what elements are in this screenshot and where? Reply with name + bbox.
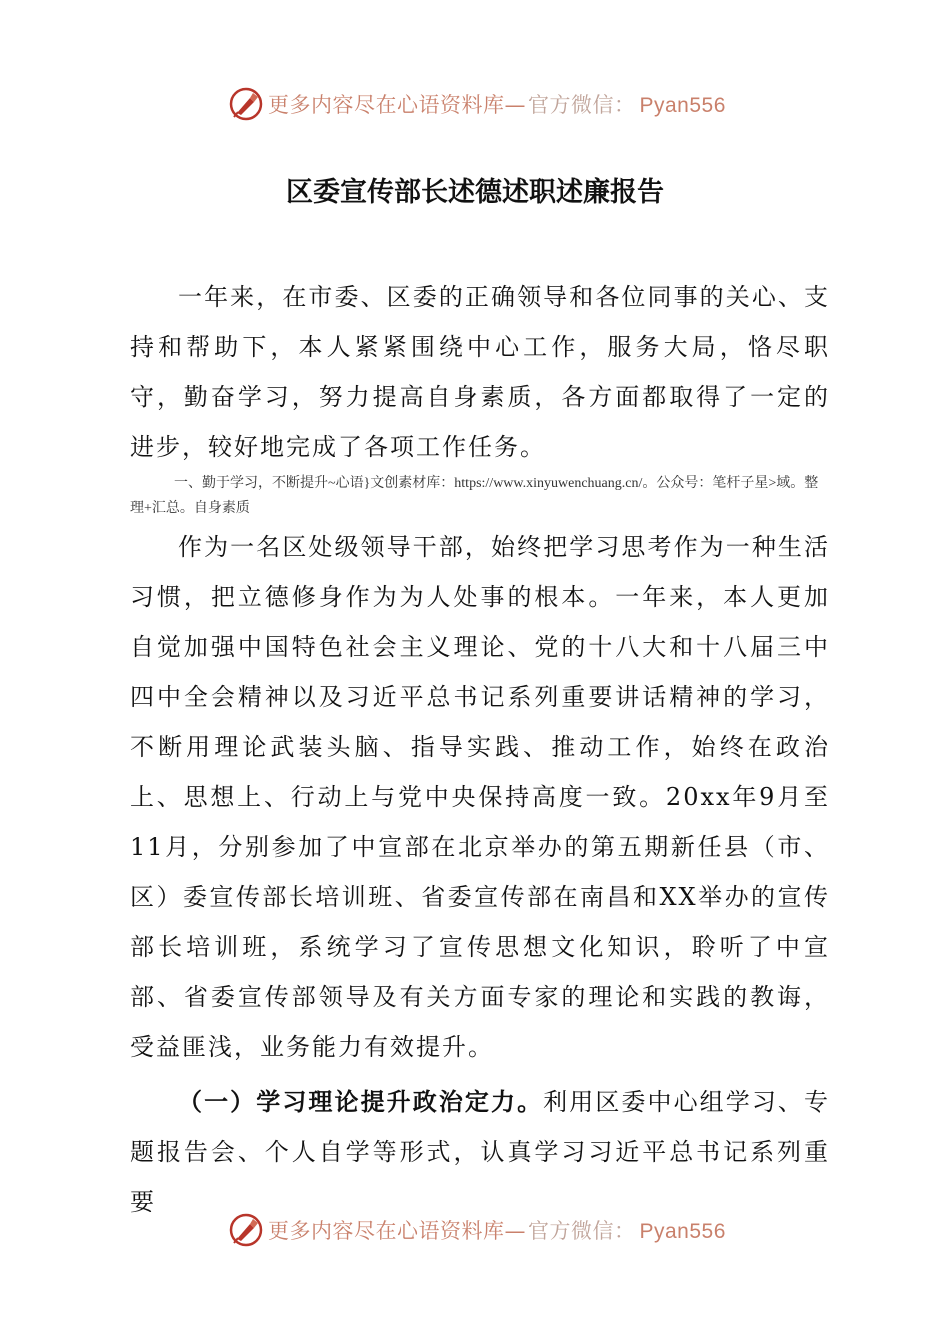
watermark-site: 更多内容尽在心语资料库—: [268, 1219, 526, 1243]
watermark-text: [268, 1215, 726, 1245]
header-watermark: [228, 82, 748, 126]
intro-paragraph: 一年来，在市委、区委的正确领导和各位同事的关心、支持和帮助下，本人紧紧围绕中心工作，服务大局，恪尽职守，勤奋学习，努力提高自身素质，各方面都取得了一定的进步，较好地完成了各项工作任务。: [130, 283, 830, 461]
watermark-wechat-label: 官方微信：: [528, 1219, 636, 1243]
watermark-wechat-label: 官方微信：: [528, 93, 636, 117]
watermark-wechat-id: Pyan556: [639, 1220, 726, 1243]
watermark-wechat-id: Pyan556: [639, 94, 726, 117]
section-body: 利用区委中心组学习、专题报告会、个人自学等形式，认真学习习近平总书记系列重要: [130, 1088, 831, 1216]
watermark-site: 更多内容尽在心语资料库—: [268, 93, 526, 117]
document-title: 区委宣传部长述德述职述廉报告: [286, 177, 664, 208]
footer-watermark: [228, 1208, 748, 1252]
section-heading: （一）学习理论提升政治定力。: [178, 1088, 544, 1116]
section-paragraph: [130, 1077, 830, 1227]
watermark-text: [268, 89, 726, 119]
pen-nib-logo-icon: [228, 1212, 264, 1248]
inserted-note: 一、勤于学习，不断提升~心语}文创素材库：https://www.xinyuwenchuang.cn/。公众号：笔杆子星>域。整理+汇总。自身素质: [130, 476, 819, 516]
pen-nib-logo-icon: [228, 86, 264, 122]
study-paragraph: 作为一名区处级领导干部，始终把学习思考作为一种生活习惯，把立德修身作为为人处事的根本。一年来，本人更加自觉加强中国特色社会主义理论、党的十八大和十八届三中四中全会精神以及习近平总书记系列重要讲话精神的学习，不断用理论武装头脑、指导实践、推动工作，始终在政治上、思想上、行动上与党中央保持高度一致。20xx年9月至11月，分别参加了中宣部在北京举办的第五期新任县（市、区）委宣传部长培训班、省委宣传部在南昌和XX举办的宣传部长培训班，系统学习了宣传思想文化知识，聆听了中宣部、省委宣传部领导及有关方面专家的理论和实践的教诲，受益匪浅，业务能力有效提升。: [130, 533, 830, 1061]
